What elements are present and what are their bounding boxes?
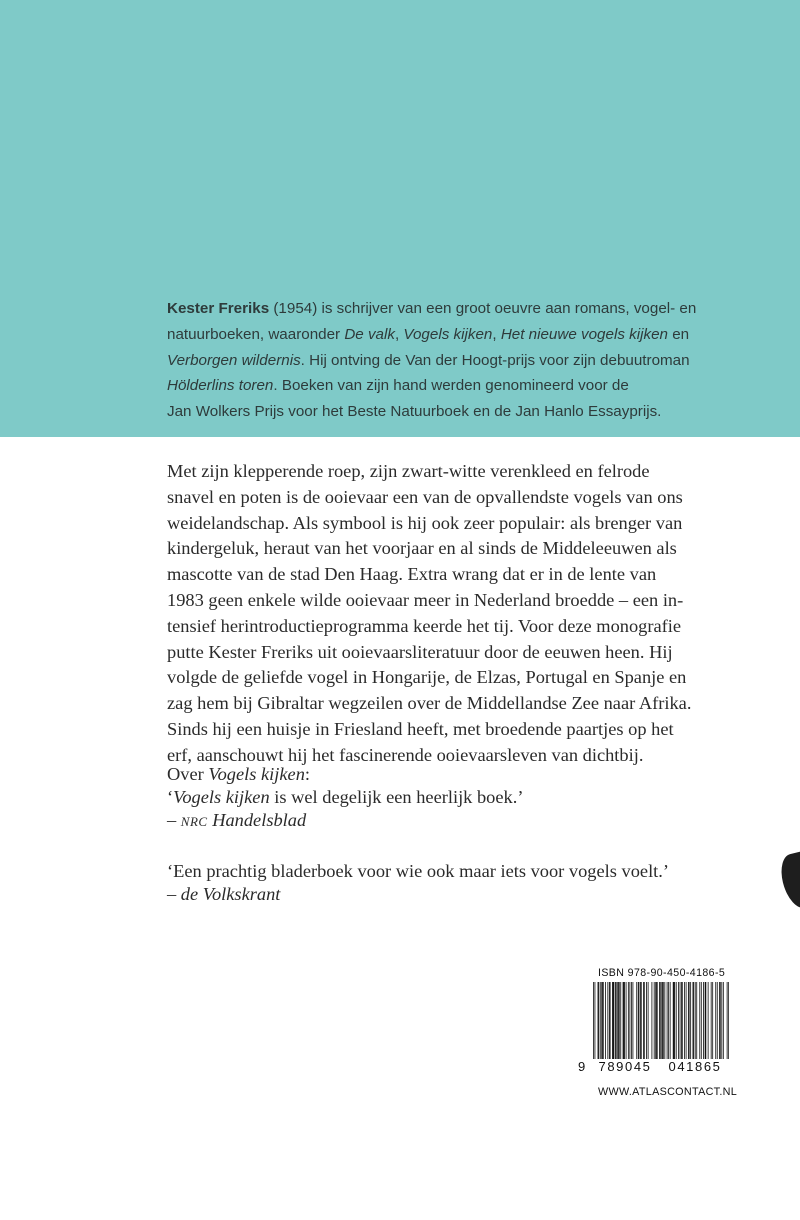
barcode-bar [646,982,647,1059]
barcode-bar [670,982,671,1059]
quote-text: ‘Een prachtig bladerboek voor wie ook maar iets voor vogels voelt.’ [167,860,670,881]
barcode-bar [655,982,656,1059]
barcode-bar [648,982,649,1059]
barcode-bar [638,982,639,1059]
barcode-bar [673,982,674,1059]
barcode-bar [721,982,722,1059]
barcode-bar [616,982,617,1059]
blurb-line: Sinds hij een huisje in Friesland heeft, met broedende paartjes op het [167,718,674,739]
barcode-bar [705,982,706,1059]
barcode-bar [696,982,697,1059]
bird-fragment-image [777,850,800,912]
barcode-bar [681,982,682,1059]
barcode-bar [682,982,683,1059]
barcode-bar [656,982,657,1059]
barcode-bar [626,982,627,1059]
barcode-bar [689,982,690,1059]
barcode-bar [684,982,685,1059]
barcode-bar [705,982,706,1059]
author-bio-line: Kester Freriks (1954) is schrijver van een groot oeuvre aan romans, vogel- en [167,300,697,317]
barcode-bar [695,982,696,1059]
barcode-bar [640,982,641,1059]
barcode-bar [727,982,728,1068]
barcode-bar [636,982,637,1059]
barcode-bar [674,982,675,1059]
barcode-digit-group: 041865 [660,1059,730,1074]
author-bio [167,296,777,425]
isbn-barcode [593,982,729,1068]
barcode-bar [609,982,610,1059]
barcode-bar [623,982,624,1059]
book-title: Verborgen wildernis [167,351,301,369]
barcode-bar [631,982,632,1059]
barcode-bar [618,982,619,1059]
publisher-website: WWW.ATLASCONTACT.NL [598,1086,738,1098]
barcode-bar [693,982,694,1059]
isbn-label: ISBN 978-90-450-4186-5 [598,967,726,979]
author-bio-line: Jan Wolkers Prijs voor het Beste Natuurboek en de Jan Hanlo Essayprijs. [167,403,662,421]
barcode-bar [708,982,709,1059]
barcode-bar [712,982,713,1059]
barcode-bar [593,982,594,1068]
barcode-bar [680,982,681,1059]
barcode-bar [699,982,700,1059]
quote-intro: Over Vogels kijken: [167,764,311,784]
barcode-bar [654,982,655,1059]
barcode-bar [613,982,614,1059]
barcode-bar [720,982,721,1059]
spacer [167,834,767,860]
barcode-bar [623,982,624,1059]
barcode-bar [639,982,640,1059]
barcode-bar [633,982,634,1059]
barcode-bar [690,982,691,1059]
barcode-bar [629,982,630,1068]
barcode-bar [660,982,661,1059]
barcode-bar [715,982,716,1059]
barcode-digits [578,1059,730,1074]
barcode-bar [607,982,608,1059]
blurb-line: zag hem bij Gibraltar wegzeilen over de Middellandse Zee naar Afrika. [167,693,692,714]
barcode-bar [602,982,603,1059]
blurb-line: putte Kester Freriks uit ooievaarsliteratuur door de eeuwen heen. Hij [167,641,673,662]
barcode-bar [652,982,653,1059]
author-bio-line: Verborgen wildernis. Hij ontving de Van der Hoogt-prijs voor zijn debuutroman [167,351,690,369]
barcode-bar [628,982,629,1068]
barcode-bar [667,982,668,1059]
barcode-bar [603,982,604,1059]
barcode-bar [641,982,642,1059]
barcode-bar [595,982,596,1068]
press-quotes [167,763,767,906]
barcode-bar [701,982,702,1059]
barcode-bar [693,982,694,1059]
barcode-bar [668,982,669,1059]
barcode-bar [600,982,601,1059]
blurb-line: kindergeluk, heraut van het voorjaar en al sinds de Middeleeuwen als [167,538,677,559]
barcode-bar [674,982,675,1059]
barcode-bar [614,982,615,1059]
blurb-line: weidelandschap. Als symbool is hij ook zeer populair: als brenger van [167,512,683,533]
barcode-bar [662,982,663,1059]
barcode-bar [719,982,720,1059]
blurb-line: tensief herintroductieprogramma keerde het tij. Voor deze monografie [167,615,682,636]
barcode-bar [661,982,662,1059]
blurb-line: mascotte van de stad Den Haag. Extra wrang dat er in de lente van [167,564,657,585]
quote-source: – de Volkskrant [167,883,281,904]
barcode-bar [703,982,704,1059]
blurb-line: Met zijn klepperende roep, zijn zwart-witte verenkleed en felrode [167,461,650,481]
author-name: Kester Freriks [167,300,270,317]
barcode-bar [617,982,618,1059]
barcode-bar [644,982,645,1059]
barcode-bar [676,982,677,1059]
author-bio-line: Hölderlins toren. Boeken van zijn hand werden genomineerd voor de [167,377,629,395]
barcode-bar [598,982,599,1059]
book-title: Hölderlins toren [167,377,274,395]
barcode-bar [686,982,687,1059]
book-title: Vogels kijken [403,325,493,343]
barcode-bar [605,982,606,1059]
barcode-bar [610,982,611,1059]
barcode-bar [664,982,665,1059]
blurb-line: volgde de geliefde vogel in Hongarije, de Elzas, Portugal en Spanje en [167,667,687,688]
barcode-bar [619,982,620,1059]
barcode-bar [659,982,660,1059]
book-title: Vogels kijken [173,787,270,808]
book-title: Vogels kijken [208,764,305,784]
barcode-bar [643,982,644,1059]
barcode-bar [612,982,613,1059]
book-blurb [167,459,767,769]
book-title: De valk [344,325,395,343]
quote-text: ‘Vogels kijken is wel degelijk een heerlijk boek.’ [167,787,524,808]
barcode-bar [663,982,664,1059]
barcode-bar [723,982,724,1059]
barcode-bar [717,982,718,1059]
barcode-bar [728,982,729,1068]
book-title: Het nieuwe vogels kijken [500,325,668,343]
barcode-lead-digit: 9 [578,1059,586,1074]
barcode-bar [601,982,602,1059]
blurb-line: snavel en poten is de ooievaar een van de opvallendste vogels van ons [167,486,683,507]
blurb-line: erf, aanschouwt hij het fascinerende ooievaarsleven van dichtbij. [167,744,644,765]
barcode-bar [657,982,658,1059]
barcode-bar [678,982,679,1059]
barcode-bar [615,982,616,1059]
barcode-bar [688,982,689,1059]
blurb-line: 1983 geen enkele wilde ooievaar meer in Nederland broedde – een in- [167,589,684,610]
barcode-bar [624,982,625,1059]
barcode-bar [711,982,712,1059]
barcode-digit-group: 789045 [590,1059,660,1074]
author-bio-line: natuurboeken, waaronder De valk, Vogels kijken, Het nieuwe vogels kijken en [167,325,690,343]
barcode-bar [598,982,599,1059]
quote-source: – NRC Handelsblad [167,810,307,831]
barcode-bar [620,982,621,1059]
